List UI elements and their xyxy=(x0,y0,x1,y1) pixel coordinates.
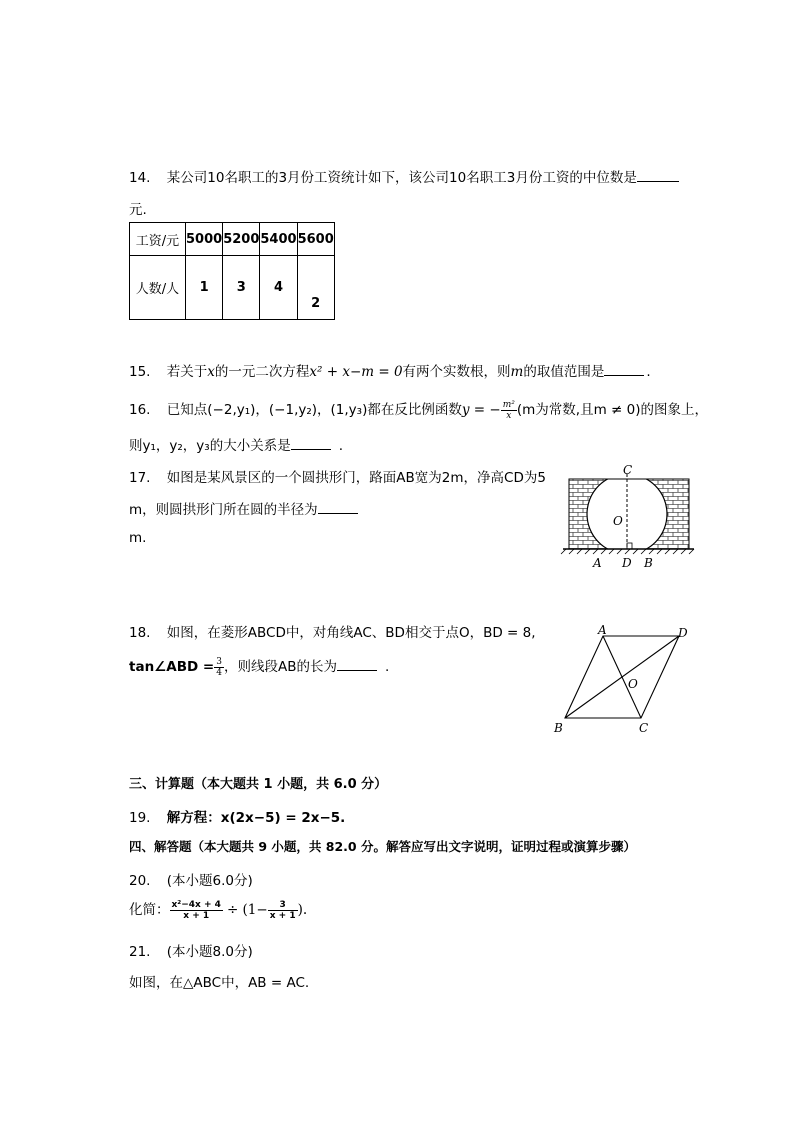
q17-text1: 如图是某风景区的一个圆拱形门，路面AB宽为2m，净高CD为5 xyxy=(166,470,546,486)
q15-line xyxy=(129,360,651,380)
label-o: O xyxy=(628,677,638,691)
q18-fraction xyxy=(214,657,224,678)
q16-func: y = − xyxy=(461,402,501,418)
wage-table-cell: 5600 xyxy=(297,223,334,256)
q18-frac-den: 4 xyxy=(216,667,222,678)
q18-text2: ，则线段AB的长为 xyxy=(223,659,337,675)
label-b: B xyxy=(554,721,563,735)
q18-tan: tan∠ABD = xyxy=(129,659,215,675)
wage-table-header-row xyxy=(130,223,335,256)
q18-text1: 如图，在菱形ABCD中，对角线AC、BD相交于点O，BD = 8, xyxy=(166,625,536,641)
q19-number: 19. xyxy=(129,810,151,826)
q15-answer-blank xyxy=(604,363,644,376)
q18-line1 xyxy=(129,621,536,641)
q17-line3: m. xyxy=(129,530,147,546)
q20-close: ). xyxy=(297,902,308,918)
q20-number: 20. xyxy=(129,873,151,889)
q15-var: x xyxy=(207,364,215,380)
q16-answer-blank xyxy=(291,437,331,450)
q18-answer-blank xyxy=(337,658,377,671)
q20-div: ÷ (1− xyxy=(226,902,268,918)
q15-mid: 的一元二次方程 xyxy=(214,364,310,380)
label-b: B xyxy=(644,556,653,570)
q15-pre: 若关于 xyxy=(166,364,208,380)
q16-line1 xyxy=(129,398,708,421)
q21-text: 如图，在△ABC中，AB = AC. xyxy=(129,975,310,991)
label-o: O xyxy=(613,514,623,528)
wage-table-cell: 5000 xyxy=(186,223,223,256)
wage-table-cell: 5400 xyxy=(260,223,297,256)
wage-table-count-row xyxy=(130,256,335,320)
q16-text-a: 已知点(−2,y₁)，(−1,y₂)，(1,y₃)都在反比例函数 xyxy=(166,402,462,418)
q20-lead: 化简： xyxy=(129,902,170,918)
arch-gate-figure xyxy=(560,460,700,572)
q16-frac-den: x xyxy=(506,410,512,421)
q16-frac-num: m² xyxy=(502,399,515,410)
q18-end: . xyxy=(384,659,390,675)
q20-body xyxy=(129,898,307,921)
q19-line xyxy=(129,806,345,826)
section3-heading: 三、计算题（本大题共 1 小题，共 6.0 分） xyxy=(129,777,388,792)
q14-line1 xyxy=(129,166,679,186)
brick-wall xyxy=(569,474,689,554)
wage-table-header-label: 工资/元 xyxy=(130,223,186,256)
label-c: C xyxy=(639,721,649,735)
label-c: C xyxy=(623,463,633,477)
q15-number: 15. xyxy=(129,364,151,380)
q18-line2 xyxy=(129,655,389,678)
q16-line2 xyxy=(129,434,343,454)
wage-table-cell: 3 xyxy=(223,256,260,320)
q14-unit: 元. xyxy=(129,202,147,218)
q15-end: . xyxy=(646,364,651,380)
q21-number: 21. xyxy=(129,944,151,960)
label-d: D xyxy=(678,626,688,640)
q20-fraction2 xyxy=(268,900,298,921)
wage-table-cell: 2 xyxy=(297,256,334,320)
q15-equation: x² + x−m = 0 xyxy=(309,364,403,380)
q18-frac-num: 3 xyxy=(216,656,222,667)
q20-score: (本小题6.0分) xyxy=(166,873,253,889)
wage-table-cell: 1 xyxy=(186,256,223,320)
wage-table-row-label: 人数/人 xyxy=(130,256,186,320)
rhombus-figure xyxy=(546,620,706,740)
q18-number: 18. xyxy=(129,625,151,641)
q20-frac2-den: x + 1 xyxy=(269,910,296,921)
q16-fraction xyxy=(501,400,517,421)
q14-number: 14. xyxy=(129,170,151,186)
wage-table xyxy=(129,222,335,320)
q14-answer-blank xyxy=(637,169,679,182)
wage-table-cell: 5200 xyxy=(223,223,260,256)
q17-line1 xyxy=(129,466,546,486)
q16-text-c: 则y₁，y₂，y₃的大小关系是 xyxy=(129,438,291,454)
diagonal-bd xyxy=(565,636,679,718)
section4-heading: 四、解答题（本大题共 9 小题，共 82.0 分。解答应写出文字说明，证明过程或演算步骤） xyxy=(129,839,636,854)
q15-tail: 的取值范围是 xyxy=(523,364,605,380)
q17-text2: m，则圆拱形门所在圆的半径为 xyxy=(129,502,318,518)
q16-text-b: (m为常数,且m ≠ 0)的图象上， xyxy=(516,402,708,418)
q20-frac1-den: x + 1 xyxy=(183,910,210,921)
q21-score: (本小题8.0分) xyxy=(166,944,253,960)
q19-text: 解方程：x(2x−5) = 2x−5. xyxy=(166,810,346,826)
label-d: D xyxy=(622,556,632,570)
q20-frac2-num: 3 xyxy=(268,900,298,911)
q21-header xyxy=(129,940,253,960)
q16-number: 16. xyxy=(129,402,151,418)
q20-frac1-num: x²−4x + 4 xyxy=(171,899,221,910)
q15-post: 有两个实数根，则 xyxy=(402,364,511,380)
q14-text: 某公司10名职工的3月份工资统计如下，该公司10名职工3月份工资的中位数是 xyxy=(166,170,637,186)
q20-header xyxy=(129,869,253,889)
wage-table-cell: 4 xyxy=(260,256,297,320)
q17-number: 17. xyxy=(129,470,151,486)
q15-m: m xyxy=(510,364,524,380)
q17-answer-blank xyxy=(318,501,358,514)
q16-end: . xyxy=(338,438,343,454)
label-a: A xyxy=(593,556,602,570)
q17-line2 xyxy=(129,498,358,518)
label-a: A xyxy=(598,623,607,637)
q20-fraction1 xyxy=(170,900,223,921)
